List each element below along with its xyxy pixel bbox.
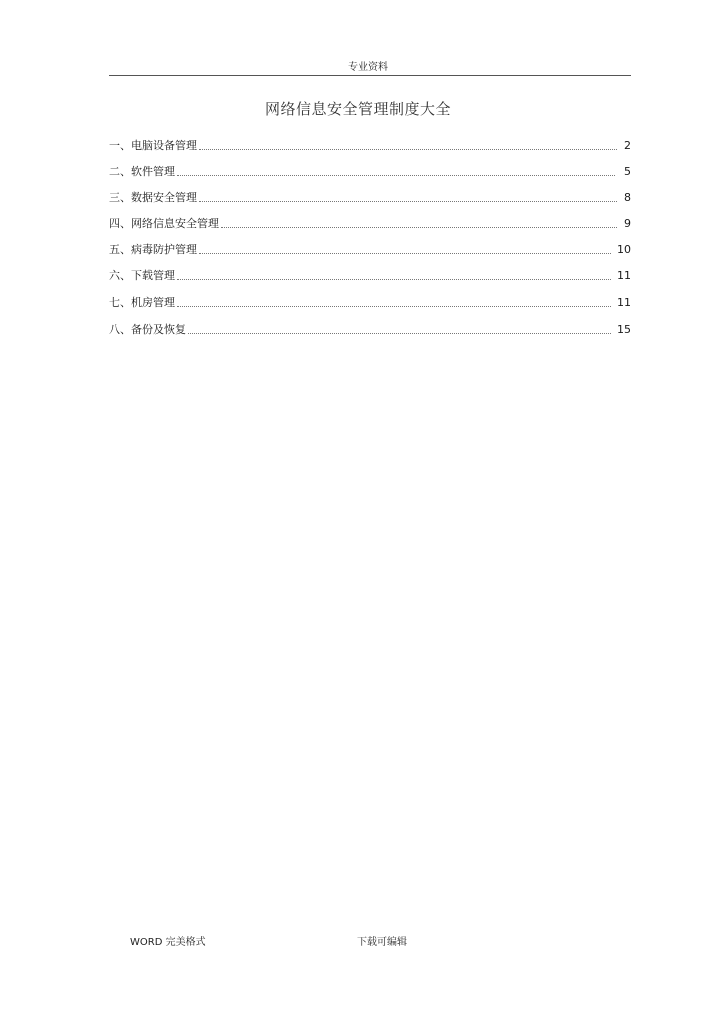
toc-dot-leader	[199, 149, 617, 150]
toc-dot-leader	[199, 253, 611, 254]
toc-entry[interactable]	[109, 267, 631, 283]
page-header: 专业资料	[348, 62, 388, 73]
toc-entry[interactable]	[109, 137, 631, 153]
toc-entry[interactable]	[109, 163, 631, 179]
footer-format-note: WORD 完美格式	[130, 937, 206, 948]
toc-entry-page: 5	[624, 165, 631, 178]
toc-dot-leader	[177, 306, 611, 307]
toc-entry-label: 五、病毒防护管理	[109, 243, 197, 256]
footer-edit-note: 下载可编辑	[357, 937, 407, 948]
document-title: 网络信息安全管理制度大全	[264, 100, 451, 118]
toc-entry-label: 三、数据安全管理	[109, 191, 197, 204]
toc-entry-page: 11	[617, 269, 631, 282]
toc-entry-page: 8	[624, 191, 631, 204]
toc-dot-leader	[188, 333, 611, 334]
toc-entry-label: 七、机房管理	[109, 296, 175, 309]
toc-entry-page: 2	[624, 139, 631, 152]
header-divider	[109, 75, 631, 76]
toc-entry-label: 六、下载管理	[109, 269, 175, 282]
toc-entry-label: 二、软件管理	[109, 165, 175, 178]
toc-entry-page: 10	[617, 243, 631, 256]
toc-dot-leader	[199, 201, 617, 202]
toc-dot-leader	[177, 175, 615, 176]
toc-entry-page: 15	[617, 323, 631, 336]
toc-entry-label: 八、备份及恢复	[109, 323, 186, 336]
toc-entry[interactable]	[109, 321, 631, 337]
toc-entry[interactable]	[109, 215, 631, 231]
toc-entry-label: 一、电脑设备管理	[109, 139, 197, 152]
toc-entry[interactable]	[109, 189, 631, 205]
toc-entry[interactable]	[109, 241, 631, 257]
toc-dot-leader	[177, 279, 611, 280]
toc-entry[interactable]	[109, 294, 631, 310]
toc-entry-page: 11	[617, 296, 631, 309]
toc-entry-label: 四、网络信息安全管理	[109, 217, 219, 230]
toc-entry-page: 9	[624, 217, 631, 230]
toc-dot-leader	[221, 227, 617, 228]
